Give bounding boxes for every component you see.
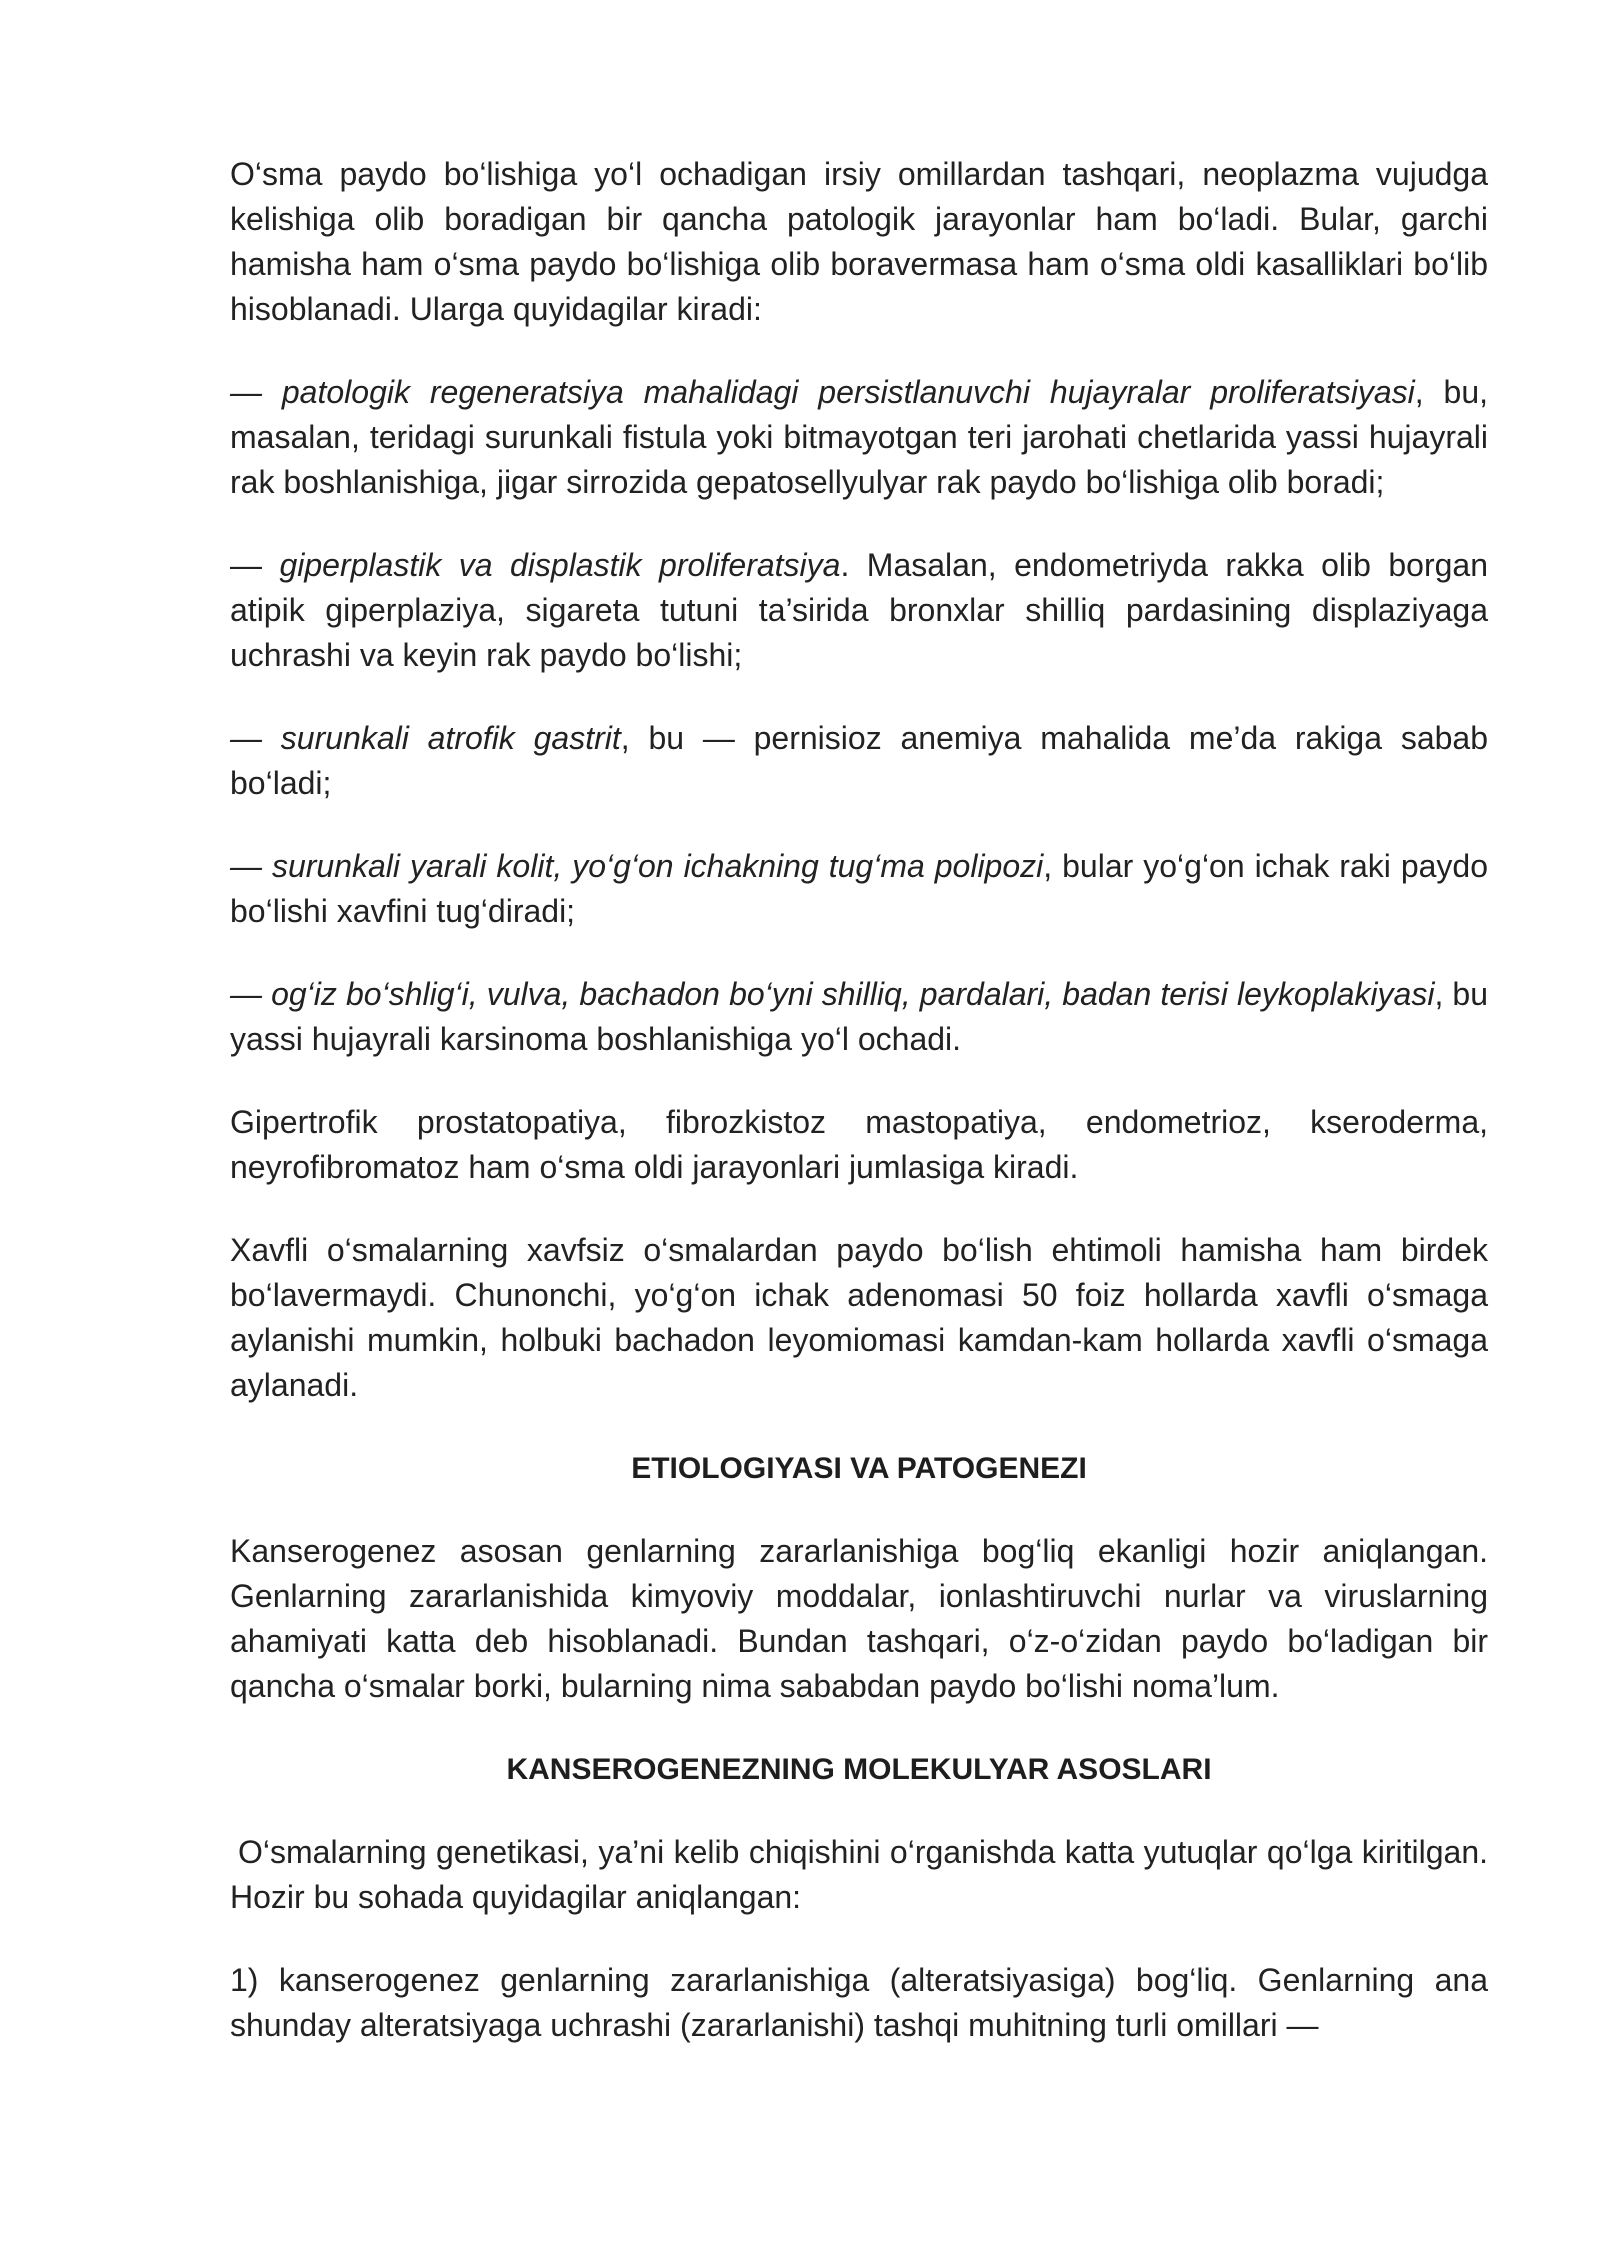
item-text: , bular yo‘g‘on ichak raki paydo bo‘lishi xavfini tug‘diradi;: [230, 848, 1489, 929]
item-text: , bu, masalan, teridagi surunkali fistula yoki bitmayotgan teri jarohati chetlarida yassi hujayrali rak boshlanishiga, jigar sirrozida gepatosellyulyar rak paydo bo‘lishiga olib boradi;: [230, 374, 1489, 500]
item-text: , bu — pernisioz anemiya mahalida me’da rakiga sabab bo‘ladi;: [230, 720, 1489, 801]
italic-term: — og‘iz bo‘shlig‘i, vulva, bachadon bo‘yni shilliq, pardalari, badan terisi leykoplakiyasi: [230, 976, 1435, 1012]
section-heading-etiology: ETIOLOGIYASI VA PATOGENEZI: [631, 1452, 1087, 1485]
dash: —: [230, 547, 280, 583]
list-item-hyperplastic-proliferation: [230, 543, 1488, 678]
paragraph-malignancy-probability: Xavfli o‘smalarning xavfsiz o‘smalardan paydo bo‘lish ehtimoli hamisha ham birdek bo‘lavermaydi. Chunonchi, yo‘g‘on ichak adenomasi 50 foiz hollarda xavfli o‘smaga aylanishi mumkin, holbuki bachadon leyomiomasi kamdan-kam hollarda xavfli o‘smaga aylanadi.: [230, 1232, 1488, 1403]
list-item-leukoplakia: [230, 972, 1488, 1062]
list-item-ulcerative-colitis: [230, 844, 1488, 934]
paragraph-carcinogenesis: Kanserogenez asosan genlarning zararlanishiga bog‘liq ekanligi hozir aniqlangan. Genlarning zararlanishida kimyoviy moddalar, ionlashtiruvchi nurlar va viruslarning ahamiyati katta deb hisoblanadi. Bundan tashqari, o‘z-o‘zidan paydo bo‘ladigan bir qancha o‘smalar borki, bularning nima sababdan paydo bo‘lishi noma’lum.: [230, 1533, 1488, 1704]
italic-term: — surunkali atrofik gastrit: [230, 720, 621, 756]
item-text: . Masalan, endometriyda rakka olib borgan atipik giperplaziya, sigareta tutuni ta’sirida bronxlar shilliq pardasining displaziyaga uchrashi va keyin rak paydo bo‘lishi;: [230, 547, 1489, 673]
list-item-atrophic-gastritis: [230, 716, 1488, 806]
italic-term: giperplastik va displastik proliferatsiya: [279, 547, 841, 583]
section-heading-molecular-basis: KANSEROGENEZNING MOLEKULYAR ASOSLARI: [506, 1753, 1212, 1786]
paragraph-numbered-1: 1) kanserogenez genlarning zararlanishiga (alteratsiyasiga) bog‘liq. Genlarning ana shunday alteratsiyaga uchrashi (zararlanishi) tashqi muhitning turli omillari —: [230, 1962, 1488, 2043]
document-page: [230, 152, 1488, 2086]
paragraph-genetics: O‘smalarning genetikasi, ya’ni kelib chiqishini o‘rganishda katta yutuqlar qo‘lga kiritilgan. Hozir bu sohada quyidagilar aniqlangan:: [230, 1834, 1488, 1915]
list-item-pathologic-regeneration: [230, 370, 1488, 505]
item-text: , bu yassi hujayrali karsinoma boshlanishiga yo‘l ochadi.: [230, 976, 1489, 1057]
paragraph-intro: O‘sma paydo bo‘lishiga yo‘l ochadigan irsiy omillardan tashqari, neoplazma vujudga kelishiga olib boradigan bir qancha patologik jarayonlar ham bo‘ladi. Bular, garchi hamisha ham o‘sma paydo bo‘lishiga olib boravermasa ham o‘sma oldi kasalliklari bo‘lib hisoblanadi. Ularga quyidagilar kiradi:: [230, 156, 1488, 327]
paragraph-precancerous: Gipertrofik prostatopatiya, fibrozkistoz mastopatiya, endometrioz, kseroderma, neyrofibromatoz ham o‘sma oldi jarayonlari jumlasiga kiradi.: [230, 1104, 1488, 1185]
italic-term: — patologik regeneratsiya mahalidagi persistlanuvchi hujayralar proliferatsiyasi: [230, 374, 1415, 410]
italic-term: — surunkali yarali kolit, yo‘g‘on ichakning tug‘ma polipozi: [230, 848, 1044, 884]
